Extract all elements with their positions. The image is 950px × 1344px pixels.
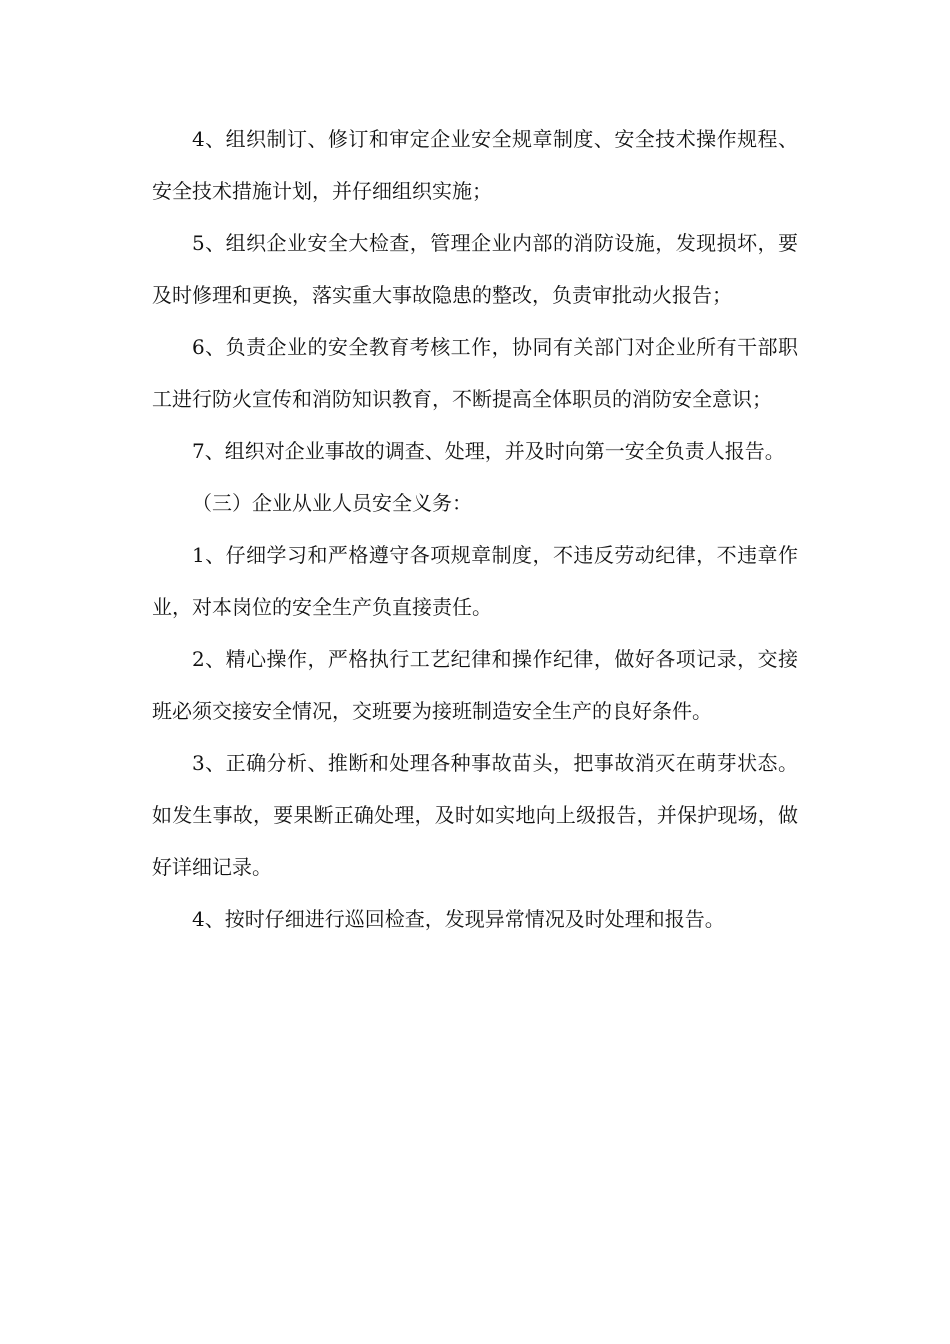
paragraph-duty-4-patrol-inspection: 4、按时仔细进行巡回检查，发现异常情况及时处理和报告。 — [192, 907, 725, 931]
paragraph-duty-1-follow-rules: 1、仔细学习和严格遵守各项规章制度，不违反劳动纪律，不违章作业，对本岗位的安全生产负直接责任。 — [152, 543, 798, 619]
paragraph-duty-2-careful-operation: 2、精心操作，严格执行工艺纪律和操作纪律，做好各项记录，交接班必须交接安全情况，交班要为接班制造安全生产的良好条件。 — [152, 647, 798, 723]
paragraph-item-4-org-rules: 4、组织制订、修订和审定企业安全规章制度、安全技术操作规程、安全技术措施计划，并仔细组织实施； — [152, 127, 798, 203]
document-body — [152, 113, 798, 945]
section-heading-employee-duties: （三）企业从业人员安全义务： — [192, 491, 472, 515]
paragraph-item-5-safety-inspection: 5、组织企业安全大检查，管理企业内部的消防设施，发现损坏，要及时修理和更换，落实重大事故隐患的整改，负责审批动火报告； — [152, 231, 798, 307]
paragraph-item-6-safety-education: 6、负责企业的安全教育考核工作，协同有关部门对企业所有干部职工进行防火宣传和消防知识教育，不断提高全体职员的消防安全意识； — [152, 335, 798, 411]
paragraph-duty-3-accident-handling: 3、正确分析、推断和处理各种事故苗头，把事故消灭在萌芽状态。如发生事故，要果断正确处理，及时如实地向上级报告，并保护现场，做好详细记录。 — [152, 751, 798, 879]
paragraph-item-7-accident-investigation: 7、组织对企业事故的调查、处理，并及时向第一安全负责人报告。 — [192, 439, 785, 463]
